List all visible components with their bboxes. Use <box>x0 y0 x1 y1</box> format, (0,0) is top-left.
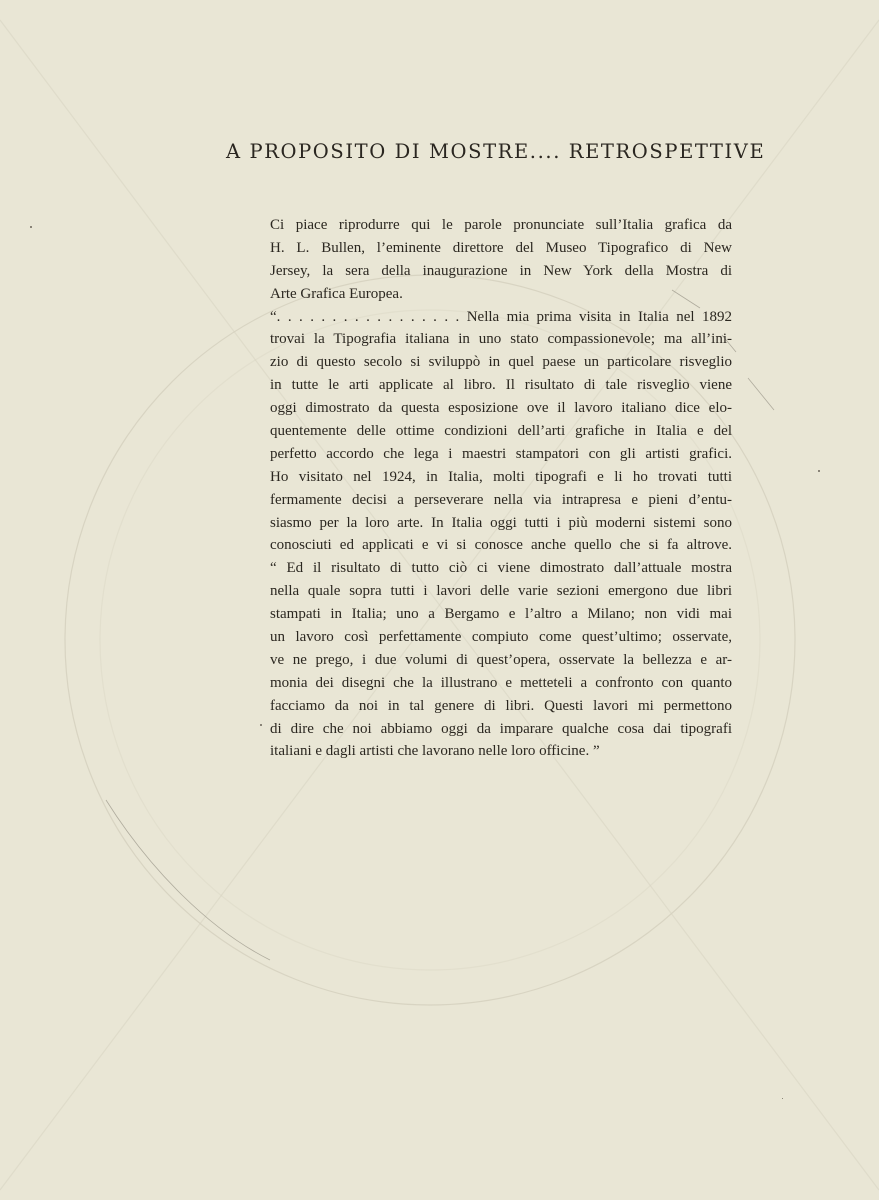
quote-line: in tutte le arti applicate al libro. Il risultato di tale risveglio viene <box>270 377 732 394</box>
quote-line: un lavoro così perfettamente compiuto come quest’ultimo; osservate, <box>270 629 732 646</box>
paper-speck <box>818 470 820 472</box>
text-line: Arte Grafica Europea. <box>270 285 403 302</box>
quote-line: italiani e dagli artisti che lavorano nelle loro officine. ” <box>270 743 600 760</box>
paper-speck <box>30 226 32 228</box>
quote-line: stampati in Italia; uno a Bergamo e l’altro a Milano; non vidi mai <box>270 606 732 623</box>
quote-line: di dire che noi abbiamo oggi da imparare qualche cosa dai tipografi <box>270 720 732 737</box>
quote-line: quentemente delle ottime condizioni dell’arti grafiche in Italia e del <box>270 423 732 440</box>
quote-line: zio di questo secolo si sviluppò in quel paese un particolare risveglio <box>270 354 732 371</box>
text-line: H. L. Bullen, l’eminente direttore del Museo Tipografico di New <box>270 239 732 256</box>
quote-line: oggi dimostrato da questa esposizione ove il lavoro italiano dice elo- <box>270 400 732 417</box>
quote-line: trovai la Tipografia italiana in uno stato compassionevole; ma all’ini- <box>270 331 732 348</box>
article-body <box>270 214 732 763</box>
quote-line: monia dei disegni che la illustrano e metteteli a confronto con quanto <box>270 674 732 691</box>
text-line: Ci piace riprodurre qui le parole pronunciate sull’Italia grafica da <box>270 217 732 233</box>
quote-line: ve ne prego, i due volumi di quest’opera, osservate la bellezza e ar- <box>270 651 732 668</box>
quote-line: nella quale sopra tutti i lavori delle varie sezioni emergono due libri <box>270 583 732 600</box>
quote-line: Ho visitato nel 1924, in Italia, molti tipografi e li ho trovati tutti <box>270 468 732 485</box>
paper-speck <box>260 724 262 726</box>
page-title: A PROPOSITO DI MOSTRE.... RETROSPETTIVE <box>226 140 766 163</box>
quote-line: perfetto accordo che lega i maestri stampatori con gli artisti grafici. <box>270 445 732 462</box>
text-line: Jersey, la sera della inaugurazione in New York della Mostra di <box>270 262 732 279</box>
quote-line: “ Ed il risultato di tutto ciò ci viene dimostrato dall’attuale mostra <box>270 560 732 577</box>
paper-speck <box>782 1098 783 1099</box>
quote-line: “. . . . . . . . . . . . . . . . . Nella mia prima visita in Italia nel 1892 <box>270 308 732 325</box>
quote-line: facciamo da noi in tal genere di libri. Questi lavori mi permettono <box>270 697 732 714</box>
quote-line: fermamente decisi a perseverare nella via intrapresa e pieni d’entu- <box>270 491 732 508</box>
quote-line: conosciuti ed applicati e vi si conosce anche quello che si fa altrove. <box>270 537 732 554</box>
quote-line: siasmo per la loro arte. In Italia oggi tutti i più moderni sistemi sono <box>270 514 732 531</box>
